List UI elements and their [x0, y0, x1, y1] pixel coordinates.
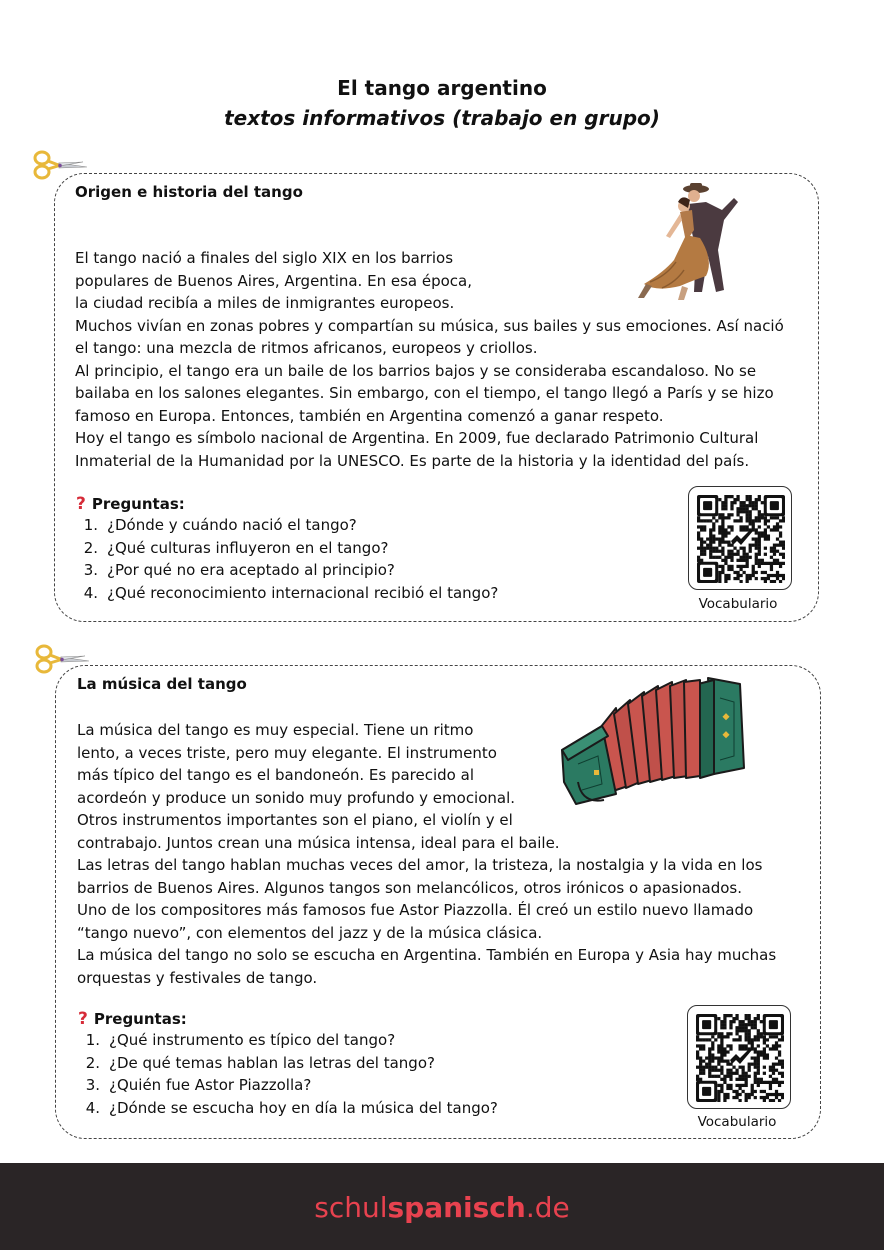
text-line: Otros instrumentos importantes son el piano, el violín y el	[77, 811, 513, 829]
section-music-questions	[78, 1029, 498, 1119]
list-item: 1. ¿Qué instrumento es típico del tango?	[78, 1029, 498, 1052]
text-line: La música del tango no solo se escucha en Argentina. También en Europa y Asia hay muchas	[77, 946, 777, 964]
question-text: ¿Qué culturas influyeron en el tango?	[107, 538, 389, 557]
text-line: Uno de los compositores más famosos fue Astor Piazzolla. Él creó un estilo nuevo llamado	[77, 901, 754, 919]
question-text: ¿Dónde se escucha hoy en día la música del tango?	[109, 1098, 498, 1117]
text-line: lento, a veces triste, pero muy elegante. El instrumento	[77, 743, 497, 762]
text-line: El tango nació a finales del siglo XIX en los barrios	[75, 249, 454, 267]
list-item: 2. ¿Qué culturas influyeron en el tango?	[76, 537, 498, 560]
section-music-questions-title	[78, 1009, 187, 1029]
list-item: 4. ¿Dónde se escucha hoy en día la música del tango?	[78, 1097, 498, 1120]
text-line: el tango: una mezcla de ritmos africanos, europeos y criollos.	[75, 339, 538, 357]
list-item: 3. ¿Quién fue Astor Piazzolla?	[78, 1074, 498, 1097]
list-item: 3. ¿Por qué no era aceptado al principio?	[76, 559, 498, 582]
section-origin-heading: Origen e historia del tango	[75, 183, 303, 201]
text-line: barrios de Buenos Aires. Algunos tangos son melancólicos, otros irónicos o apasionados.	[77, 878, 742, 897]
list-item: 1. ¿Dónde y cuándo nació el tango?	[76, 514, 498, 537]
text-line: populares de Buenos Aires, Argentina. En esa época,	[75, 271, 472, 290]
text-line: la ciudad recibía a miles de inmigrantes europeos.	[75, 294, 455, 312]
page-subtitle: textos informativos (trabajo en grupo)	[224, 106, 660, 130]
question-text: ¿Qué instrumento es típico del tango?	[109, 1031, 396, 1049]
section-music-text	[77, 719, 776, 989]
text-line: Muchos vivían en zonas pobres y compartían su música, sus bailes y sus emociones. Así nació	[75, 316, 784, 335]
list-item: 2. ¿De qué temas hablan las letras del tango?	[78, 1052, 498, 1075]
text-line: Hoy el tango es símbolo nacional de Argentina. En 2009, fue declarado Patrimonio Cultural	[75, 429, 759, 447]
list-item: 4. ¿Qué reconocimiento internacional recibió el tango?	[76, 582, 498, 605]
text-line: acordeón y produce un sonido muy profundo y emocional.	[77, 788, 516, 807]
text-line: famoso en Europa. Entonces, también en Argentina comenzó a ganar respeto.	[75, 406, 664, 425]
question-text: ¿Quién fue Astor Piazzolla?	[109, 1076, 312, 1094]
text-line: más típico del tango es el bandoneón. Es parecido al	[77, 766, 474, 784]
section-origin-text	[75, 247, 784, 472]
qr-label: Vocabulario	[698, 596, 778, 612]
text-line: La música del tango es muy especial. Tiene un ritmo	[77, 721, 474, 739]
question-text: ¿De qué temas hablan las letras del tango?	[109, 1053, 435, 1072]
section-origin-questions	[76, 514, 498, 604]
question-mark-icon: ?	[78, 1009, 88, 1029]
question-text: ¿Por qué no era aceptado al principio?	[107, 561, 395, 579]
qr-code-icon[interactable]	[687, 1005, 791, 1109]
text-line: “tango nuevo”, con elementos del jazz y de la música clásica.	[77, 923, 543, 942]
text-line: bailaba en los salones elegantes. Sin embargo, con el tiempo, el tango llegó a París y se hizo	[75, 384, 774, 402]
section-origin-questions-title	[76, 494, 185, 514]
text-line: contrabajo. Juntos crean una música intensa, ideal para el baile.	[77, 833, 560, 852]
text-line: Inmaterial de la Humanidad por la UNESCO. Es parte de la historia y la identidad del país.	[75, 451, 750, 470]
text-line: Al principio, el tango era un baile de los barrios bajos y se consideraba escandaloso. No se	[75, 361, 757, 380]
section-music-heading: La música del tango	[77, 675, 247, 693]
text-line: orquestas y festivales de tango.	[77, 968, 318, 987]
question-mark-icon: ?	[76, 494, 86, 514]
questions-label: Preguntas:	[93, 1010, 187, 1028]
page-title: El tango argentino	[337, 76, 547, 100]
text-line: Las letras del tango hablan muchas veces del amor, la tristeza, la nostalgia y la vida en los	[77, 856, 763, 874]
question-text: ¿Qué reconocimiento internacional recibió el tango?	[107, 583, 499, 602]
qr-label: Vocabulario	[697, 1114, 777, 1130]
brand-logo[interactable]: schulspanisch.de	[314, 1191, 570, 1224]
qr-code-icon[interactable]	[688, 486, 792, 590]
questions-label: Preguntas:	[91, 495, 185, 513]
question-text: ¿Dónde y cuándo nació el tango?	[107, 516, 357, 534]
